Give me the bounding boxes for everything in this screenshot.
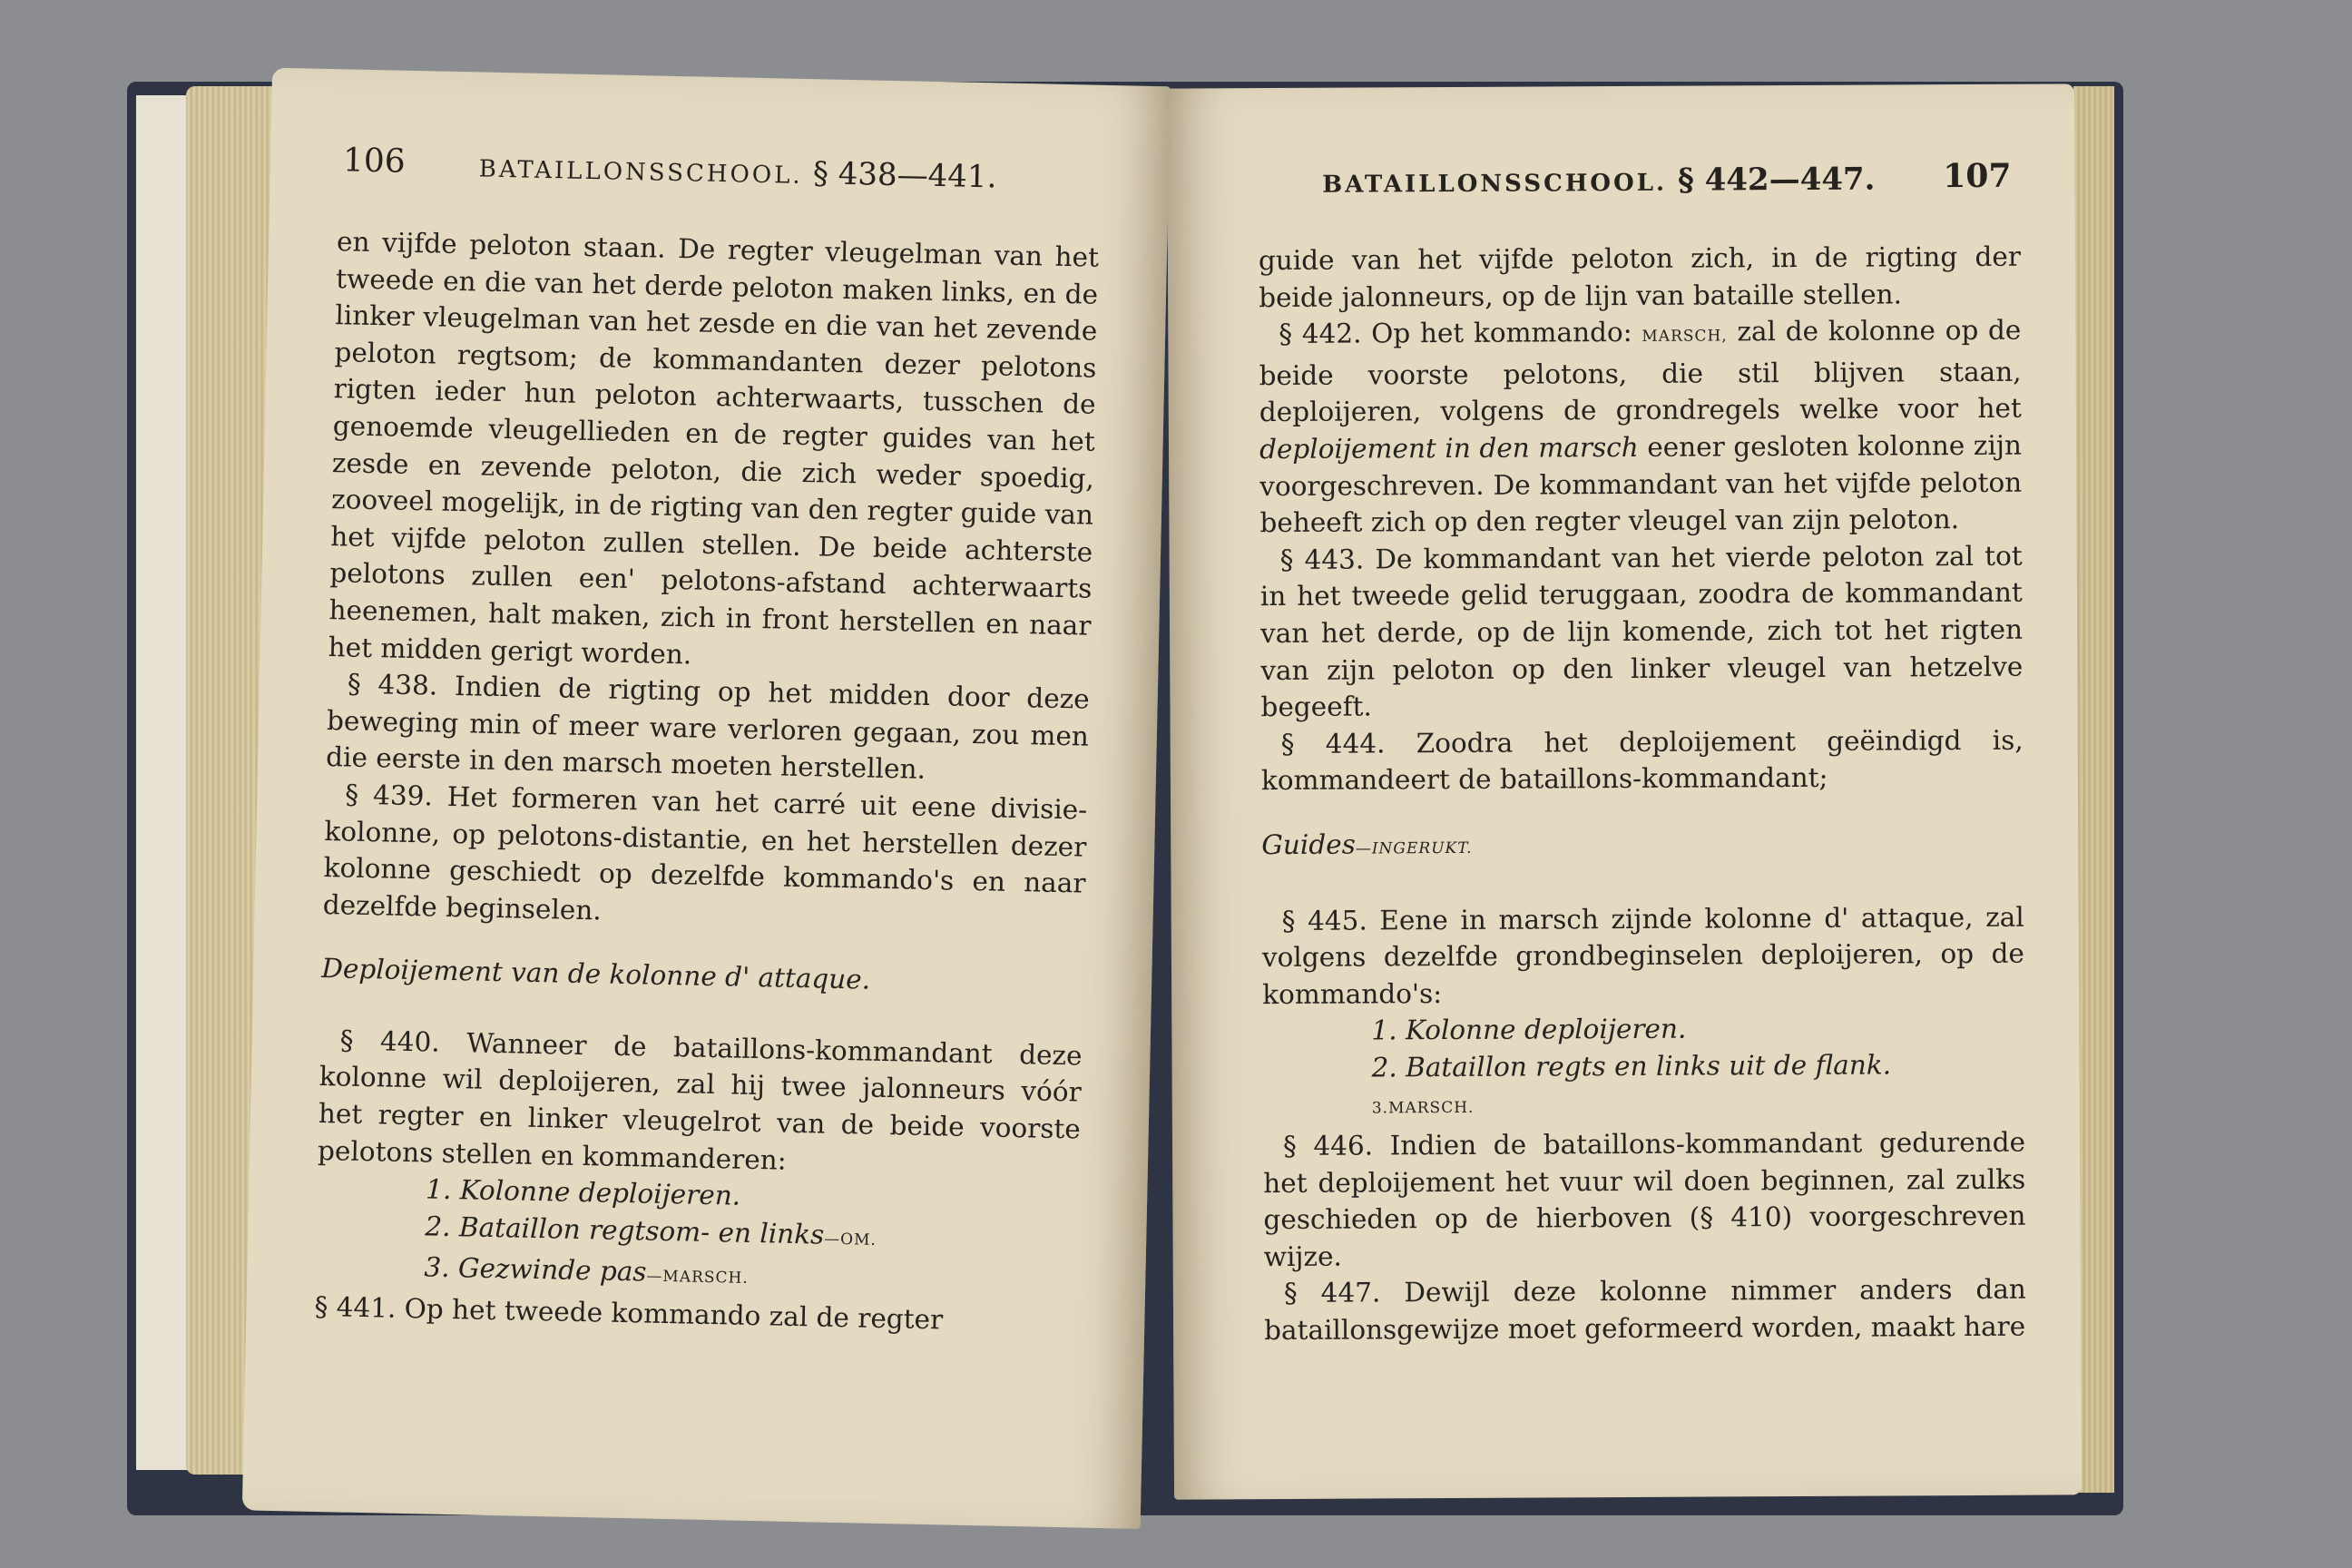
left-page-body	[314, 223, 1099, 1341]
paragraph-445: § 445. Eene in marsch zijnde kolonne d' attaque, zal volgens dezelfde grondbeginselen deploijeren, op de kommando's:	[1261, 901, 2025, 1010]
guides-command-text: Guides	[1261, 828, 1356, 860]
right-page	[1167, 83, 2082, 1499]
command-2-text: 2. Bataillon regts en links uit de flank.	[1371, 1049, 1892, 1083]
left-page-header	[342, 142, 1105, 203]
command-2-text: 2. Bataillon regtsom- en links	[425, 1210, 825, 1250]
command-1-text: 1. Kolonne deploijeren.	[425, 1173, 741, 1211]
right-page-header	[1240, 157, 2011, 206]
page-number: 107	[1943, 156, 2012, 196]
paragraph-continued: guide van het vijfde peloton zich, in de rigting der beide jalonneurs, op de lijn van bataille stellen.	[1258, 240, 2022, 313]
paragraph-442-rest: eener gesloten kolonne zijn voorgeschreven. De kommandant van het vijfde peloton beheeft zich op den regter vleugel van zijn peloton.	[1259, 429, 2023, 539]
paragraph-440: § 440. Wanneer de bataillons-kommandant deze kolonne wil deploijeren, zal hij twee jalonneurs vóór het regter en linker vleugelrot van de beide voorste pelotons stellen en kommanderen:	[317, 1024, 1083, 1176]
command-3-text: 3.MARSCH.	[1371, 1099, 1475, 1118]
guides-command-suffix: —INGERUKT.	[1355, 838, 1473, 858]
left-page	[242, 68, 1171, 1529]
running-title	[478, 148, 996, 195]
paragraph-446: § 446. Indien de bataillons-kommandant gedurende het deploijement het vuur wil doen beginnen, zal zulks geschieden op de hierboven (§ 410) voorgeschreven wijze.	[1263, 1126, 2026, 1272]
subheading: Deploijement van de kolonne d' attaque.	[320, 953, 871, 995]
paragraph-442-lead: § 442. Op het kommando:	[1279, 317, 1632, 350]
paragraph-444: § 444. Zoodra het deploijement geëindigd is, kommandeert de bataillons-kommandant;	[1260, 724, 2024, 797]
command-3-suffix: —MARSCH.	[646, 1267, 749, 1289]
right-page-body	[1259, 239, 2026, 1349]
paragraph-442-italic: deploijement in den marsch	[1259, 431, 1639, 466]
paragraph-442-text: zal de kolonne op de beide voorste pelotons, die stil blijven staan, deploijeren, volgens de grondregels welke voor het	[1259, 314, 2022, 428]
running-title-text: BATAILLONSSCHOOL.	[1322, 169, 1668, 199]
running-title-text: BATAILLONSSCHOOL.	[478, 155, 803, 190]
command-2-suffix: —OM.	[823, 1230, 877, 1250]
command-1	[1262, 1009, 2024, 1050]
section-range: § 442—447.	[1677, 161, 1876, 199]
command-1-text: 1. Kolonne deploijeren.	[1371, 1013, 1687, 1046]
guides-command	[1261, 823, 2024, 868]
paragraph-447: § 447. Dewijl deze kolonne nimmer anders dan bataillonsgewijze moet geformeerd worden, maakt hare	[1264, 1274, 2026, 1347]
paragraph-442-command: MARSCH,	[1642, 327, 1728, 347]
paragraph-continued: en vijfde peloton staan. De regter vleugelman van het tweede en die van het derde peloton maken links, en de linker vleugelman van het zesde en die van het zevende peloton regtsom; de kommandanten dezer pelotons rigten ieder hun peloton achterwaarts, tusschen de genoemde vleugellieden en de regter guides van het zesde en zevende peloton, die zich weder spoedig, zooveel mogelijk, in de rigting van den regter guide van het vijfde peloton zullen stellen. De beide achterste pelotons zullen een' pelotons-afstand achterwaarts heenemen, halt maken, zich in front herstellen en naar het midden gerigt worden.	[328, 226, 1100, 670]
command-2	[1262, 1046, 2024, 1087]
paragraph-439: § 439. Het formeren van het carré uit eene divisie-kolonne, op pelotons-distantie, en het herstellen dezer kolonne geschiedt op dezelfde kommando's en naar dezelfde beginselen.	[322, 779, 1088, 926]
paragraph-441: § 441. Op het tweede kommando zal de regter	[314, 1290, 944, 1336]
running-title	[1322, 162, 1876, 201]
command-3	[1263, 1083, 2025, 1128]
paragraph-443: § 443. De kommandant van het vierde peloton zal tot in het tweede gelid teruggaan, zoodra de kommandant van het derde, op de lijn komende, zich tot het rigten van zijn peloton op den linker vleugel van hetzelve begeeft.	[1259, 540, 2024, 723]
page-number: 106	[342, 142, 407, 181]
paragraph-438: § 438. Indien de rigting op het midden door deze beweging min of meer ware verloren gegaan, zou men die eerste in den marsch moeten herstellen.	[325, 668, 1091, 786]
paragraph-442	[1259, 312, 2022, 542]
command-3-text: 3. Gezwinde pas	[424, 1251, 647, 1288]
section-range: § 438—441.	[812, 155, 997, 196]
